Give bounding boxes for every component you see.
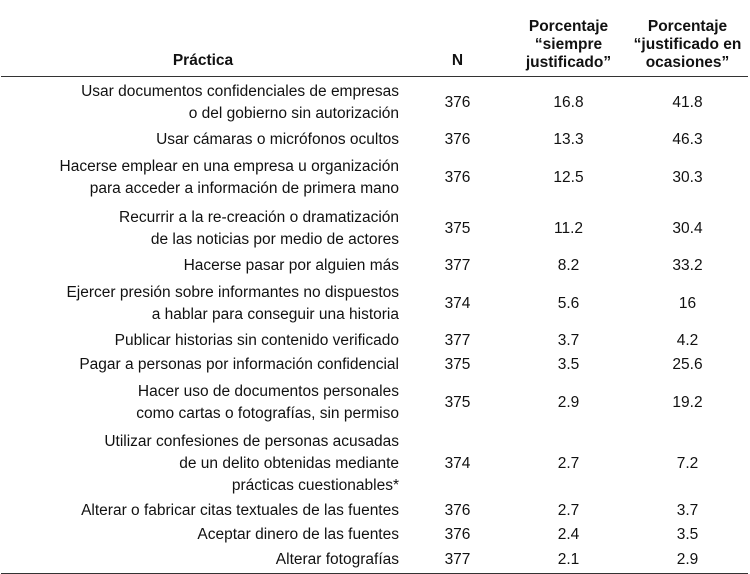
table-row xyxy=(1,203,748,254)
n-cell: 377 xyxy=(405,547,510,574)
practice-cell xyxy=(1,152,405,203)
pct-sometimes-cell: 30.4 xyxy=(672,219,703,237)
pct-always-cell: 2.4 xyxy=(557,526,580,543)
practice-cell xyxy=(1,499,405,523)
table-row xyxy=(1,329,748,353)
pct-always-cell: 2.7 xyxy=(557,502,580,519)
pct-always-cell: 2.7 xyxy=(557,454,580,472)
pct-sometimes-cell: 7.2 xyxy=(676,454,699,472)
pct-always-cell: 5.6 xyxy=(557,294,580,312)
header-pct-sometimes-line: ocasiones” xyxy=(645,54,730,71)
header-pct-always-line: “siempre xyxy=(534,36,603,53)
pct-sometimes-cell: 4.2 xyxy=(676,332,699,349)
table-row xyxy=(1,428,748,499)
pct-always-cell: 11.2 xyxy=(553,219,584,237)
table-body xyxy=(1,77,748,574)
table-row xyxy=(1,377,748,428)
pct-sometimes-cell: 19.2 xyxy=(672,393,703,411)
n-cell: 374 xyxy=(444,454,471,472)
practice-line: Publicar historias sin contenido verificado xyxy=(114,332,399,349)
n-cell: 377 xyxy=(444,332,471,349)
table-row xyxy=(1,128,748,152)
pct-sometimes-cell: 33.2 xyxy=(672,257,703,274)
table-row xyxy=(1,499,748,523)
practice-line: como cartas o fotografías, sin permiso xyxy=(136,404,399,422)
table-row xyxy=(1,254,748,278)
pct-always-cell: 2.9 xyxy=(557,393,580,411)
pct-always-cell: 8.2 xyxy=(557,257,580,274)
n-cell: 376 xyxy=(444,168,471,186)
table-row xyxy=(1,523,748,547)
practice-line: prácticas cuestionables* xyxy=(231,476,399,494)
practice-cell xyxy=(1,77,405,129)
n-cell: 376 xyxy=(444,93,471,111)
n-cell: 376 xyxy=(444,526,471,543)
practice-line: Pagar a personas por información confidencial xyxy=(79,356,399,373)
pct-sometimes-cell: 16 xyxy=(678,294,697,312)
n-cell: 375 xyxy=(444,356,471,373)
practice-line: a hablar para conseguir una historia xyxy=(151,305,399,323)
header-pct-always-line: Porcentaje xyxy=(528,18,609,35)
practice-line: Hacerse pasar por alguien más xyxy=(183,257,399,274)
pct-always-cell: 3.7 xyxy=(557,332,580,349)
practice-cell xyxy=(1,278,405,329)
pct-sometimes-cell: 30.3 xyxy=(672,168,703,186)
table-row xyxy=(1,77,748,129)
pct-sometimes-cell: 25.6 xyxy=(672,356,703,373)
practice-line: de un delito obtenidas mediante xyxy=(179,454,399,472)
practice-line: Usar cámaras o micrófonos ocultos xyxy=(156,131,399,148)
header-pct-always xyxy=(510,0,627,77)
pct-always-cell: 2.1 xyxy=(510,547,627,574)
pct-always-cell: 12.5 xyxy=(553,168,584,186)
practice-line: Alterar o fabricar citas textuales de las fuentes xyxy=(81,502,399,519)
n-cell: 377 xyxy=(444,257,471,274)
table-row xyxy=(1,278,748,329)
practice-line: Ejercer presión sobre informantes no dispuestos xyxy=(66,283,399,301)
pct-always-cell: 13.3 xyxy=(553,131,584,148)
pct-sometimes-cell: 3.7 xyxy=(676,502,699,519)
n-cell: 374 xyxy=(444,294,471,312)
practice-line: o del gobierno sin autorización xyxy=(188,104,399,122)
practice-line: Aceptar dinero de las fuentes xyxy=(197,526,399,543)
pct-always-cell: 3.5 xyxy=(557,356,580,373)
header-practice: Práctica xyxy=(1,0,405,77)
pct-always-cell: 16.8 xyxy=(553,93,584,111)
n-cell: 375 xyxy=(444,219,471,237)
header-pct-always-line: justificado” xyxy=(525,54,612,71)
header-pct-sometimes xyxy=(627,0,748,77)
practice-line: Usar documentos confidenciales de empresas xyxy=(81,82,399,100)
header-pct-sometimes-line: “justificado en xyxy=(633,36,742,53)
practice-cell xyxy=(1,547,405,574)
practice-line: para acceder a información de primera mano xyxy=(89,179,399,197)
practice-line: Recurrir a la re-creación o dramatización xyxy=(119,208,399,226)
header-pct-sometimes-line: Porcentaje xyxy=(647,18,728,35)
table-row xyxy=(1,353,748,377)
pct-sometimes-cell: 2.9 xyxy=(627,547,748,574)
table-row xyxy=(1,547,748,574)
practice-cell xyxy=(1,329,405,353)
practice-cell xyxy=(1,203,405,254)
practice-cell xyxy=(1,428,405,499)
practice-cell xyxy=(1,523,405,547)
header-n: N xyxy=(405,0,510,77)
pct-sometimes-cell: 41.8 xyxy=(672,93,703,111)
pct-sometimes-cell: 3.5 xyxy=(676,526,699,543)
table-header xyxy=(1,0,748,77)
practice-line: Hacer uso de documentos personales xyxy=(137,382,399,400)
n-cell: 375 xyxy=(444,393,471,411)
n-cell: 376 xyxy=(444,131,471,148)
practice-cell xyxy=(1,128,405,152)
practice-line: Hacerse emplear en una empresa u organización xyxy=(59,157,399,175)
practices-table xyxy=(1,0,748,574)
practice-line: Alterar fotografías xyxy=(275,551,399,568)
practice-cell xyxy=(1,254,405,278)
practice-cell xyxy=(1,377,405,428)
practice-cell xyxy=(1,353,405,377)
practice-line: Utilizar confesiones de personas acusadas xyxy=(104,432,399,450)
n-cell: 376 xyxy=(444,502,471,519)
practice-line: de las noticias por medio de actores xyxy=(150,230,399,248)
pct-sometimes-cell: 46.3 xyxy=(672,131,703,148)
table-row xyxy=(1,152,748,203)
